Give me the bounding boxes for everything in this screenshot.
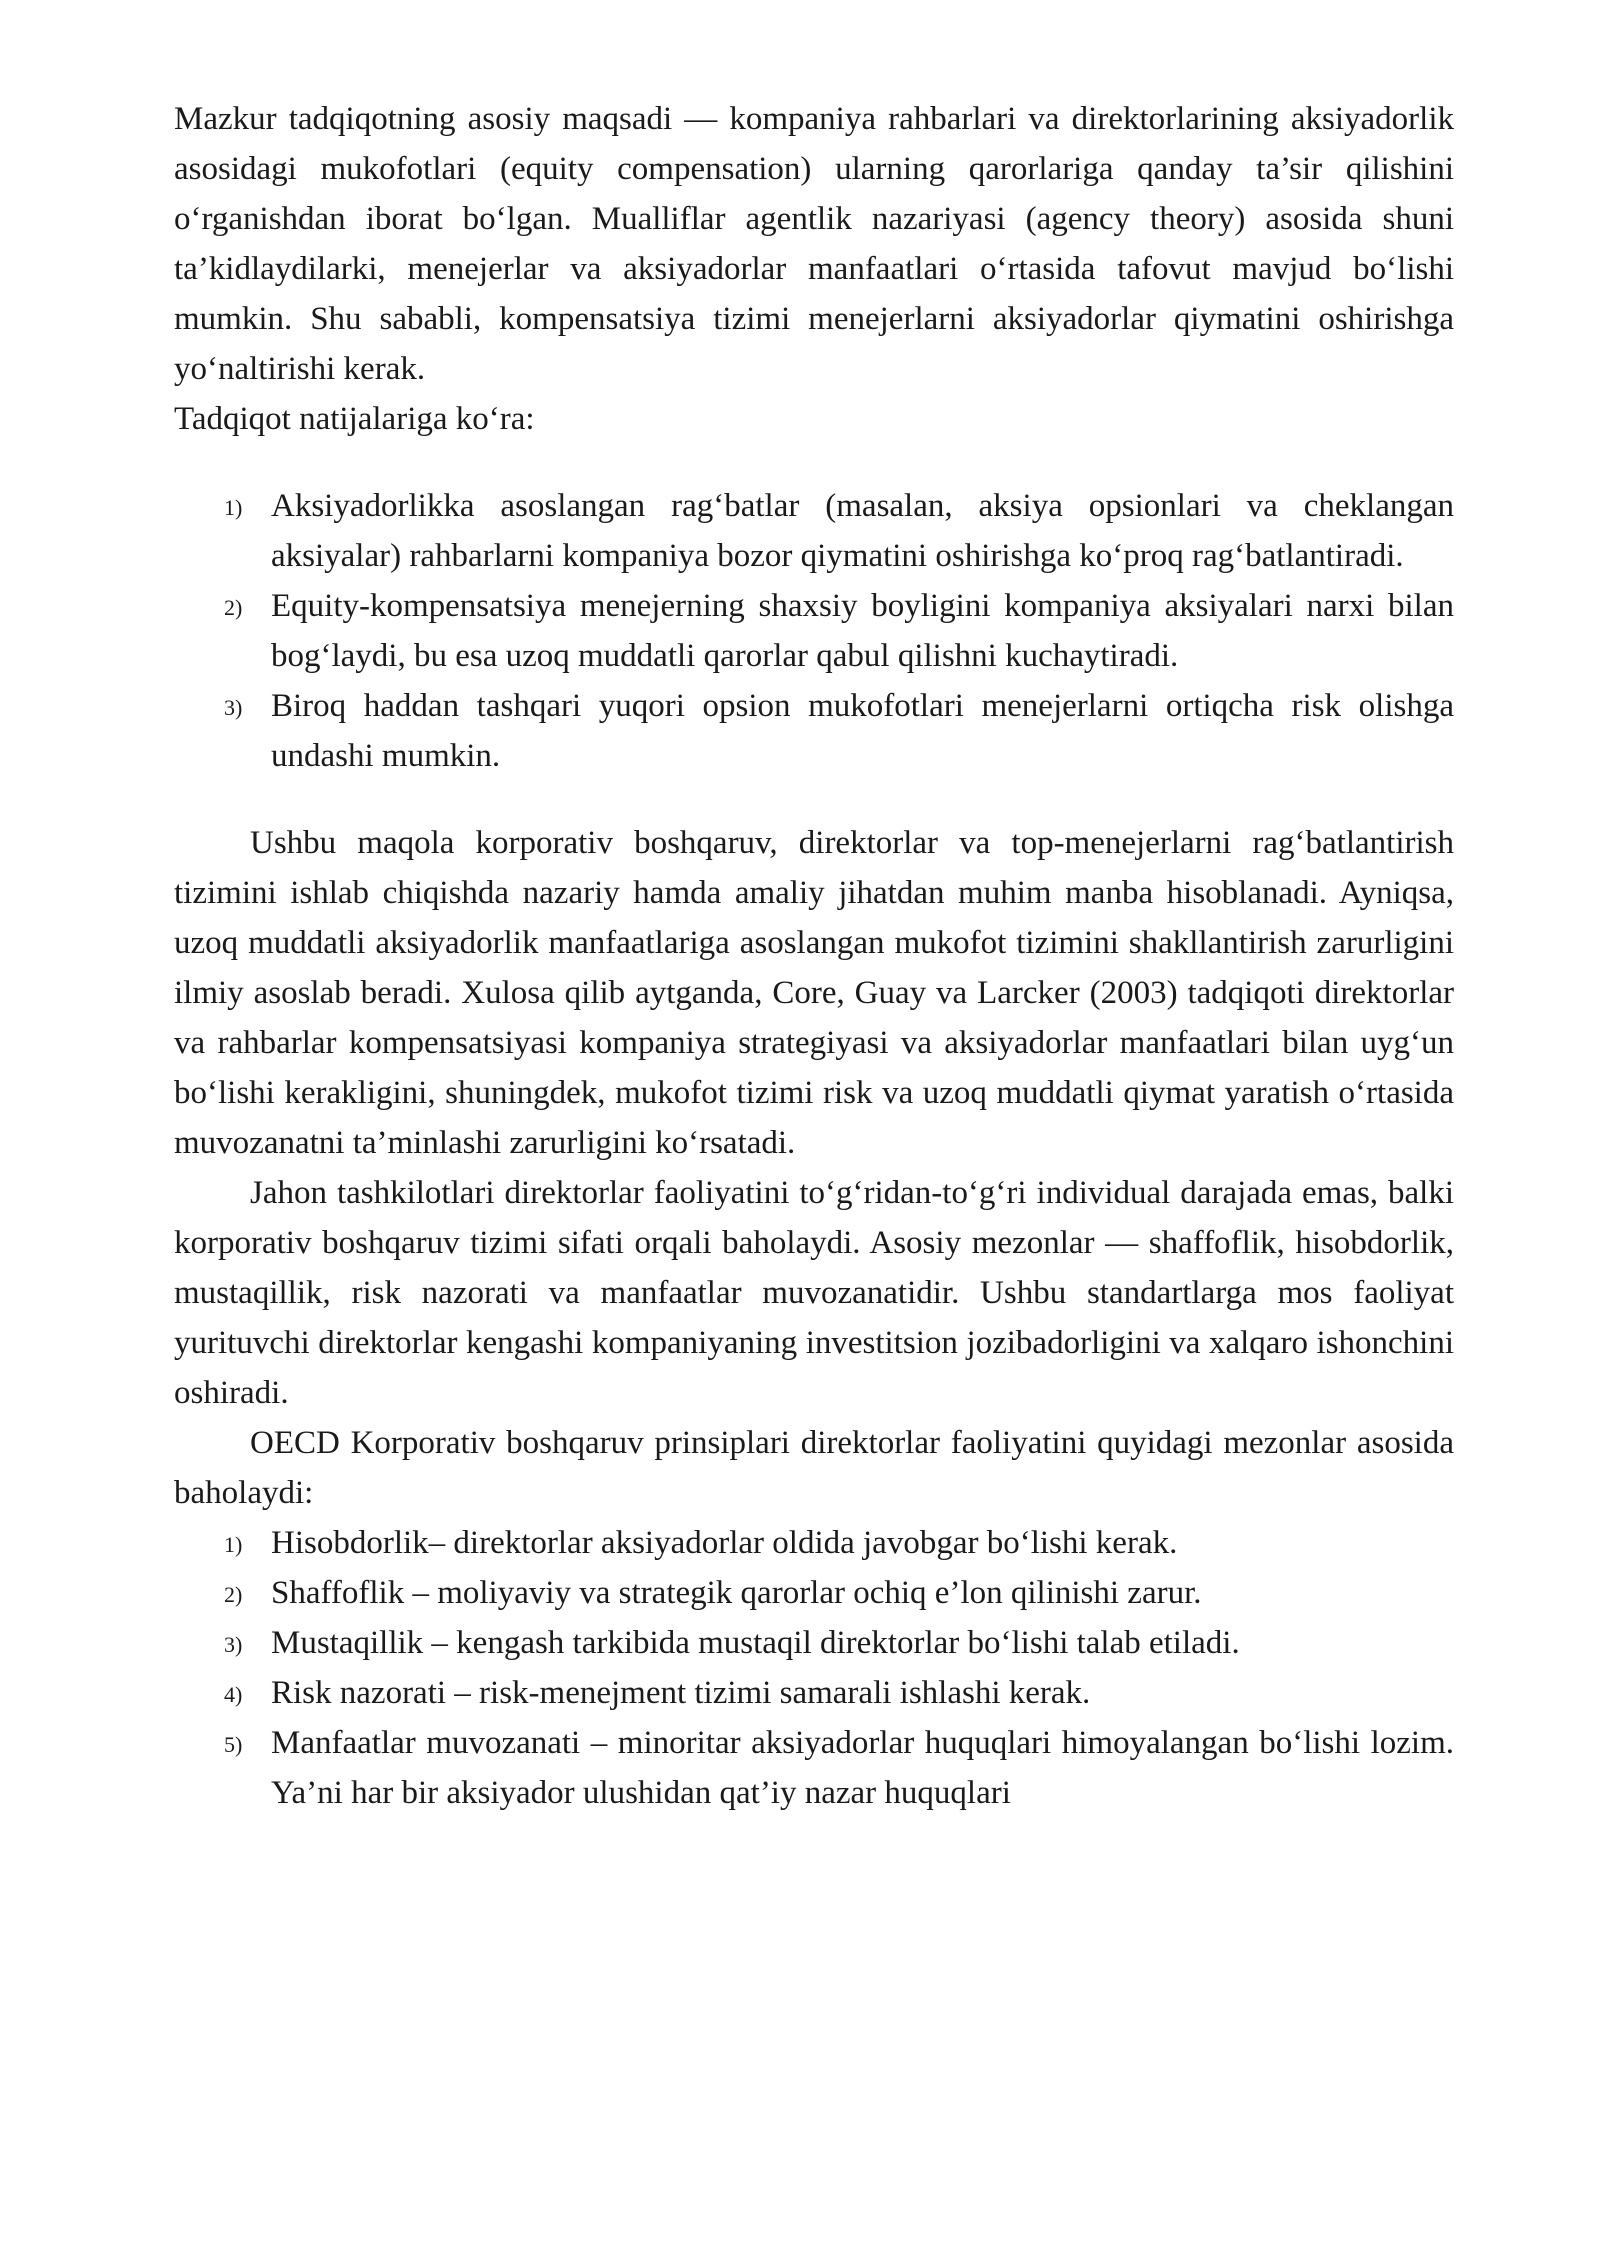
intro-paragraph: Mazkur tadqiqotning asosiy maqsadi — kompaniya rahbarlari va direktorlarining aksiyadorlik asosidagi mukofotlari (equity compensation) ularning qarorlariga qanday ta’sir qilishini o‘rganishdan iborat bo‘lgan. Mualliflar agentlik nazariyasi (agency theory) asosida shuni ta’kidlaydilarki, menejerlar va aksiyadorlar manfaatlari o‘rtasida tafovut mavjud bo‘lishi mumkin. Shu sababli, kompensatsiya tizimi menejerlarni aksiyadorlar qiymatini oshirishga yo‘naltirishi kerak.	[174, 101, 1454, 387]
body-paragraph: Ushbu maqola korporativ boshqaruv, direktorlar va top-menejerlarni rag‘batlantirish tizimini ishlab chiqishda nazariy hamda amaliy jihatdan muhim manba hisoblanadi. Ayniqsa, uzoq muddatli aksiyadorlik manfaatlariga asoslangan mukofot tizimini shakllantirish zarurligini ilmiy asoslab beradi. Xulosa qilib aytganda, Core, Guay va Larcker (2003) tadqiqoti direktorlar va rahbarlar kompensatsiyasi kompaniya strategiyasi va aksiyadorlar manfaatlari bilan uyg‘un bo‘lishi kerakligini, shuningdek, mukofot tizimi risk va uzoq muddatli qiymat yaratish o‘rtasida muvozanatni ta’minlashi zarurligini ko‘rsatadi.	[174, 825, 1454, 1161]
list-item-number: 3)	[224, 1632, 243, 1657]
list-item	[174, 681, 1454, 781]
list-item-number: 4)	[224, 1682, 243, 1707]
list-item-number: 1)	[224, 1532, 243, 1557]
list-item-number: 3)	[224, 695, 243, 720]
list-item-text: Aksiyadorlikka asoslangan rag‘batlar (masalan, aksiya opsionlari va cheklangan aksiyalar) rahbarlarni kompaniya bozor qiymatini oshirishga ko‘proq rag‘batlantiradi.	[271, 488, 1454, 574]
list-item-number: 1)	[224, 495, 243, 520]
list-item-text: Risk nazorati – risk-menejment tizimi samarali ishlashi kerak.	[271, 1675, 1091, 1711]
list-item	[174, 1668, 1454, 1718]
list-item-text: Manfaatlar muvozanati – minoritar aksiyadorlar huquqlari himoyalangan bo‘lishi lozim. Ya’ni har bir aksiyador ulushidan qat’iy nazar huquqlari	[271, 1725, 1454, 1811]
list-item	[174, 481, 1454, 581]
list-item-number: 5)	[224, 1732, 243, 1757]
list-item	[174, 1718, 1454, 1818]
list-item	[174, 1568, 1454, 1618]
criteria-list	[174, 1518, 1454, 1818]
body-paragraph: OECD Korporativ boshqaruv prinsiplari direktorlar faoliyatini quyidagi mezonlar asosida baholaydi:	[174, 1425, 1454, 1511]
list-item-number: 2)	[224, 595, 243, 620]
list-item-text: Equity-kompensatsiya menejerning shaxsiy boyligini kompaniya aksiyalari narxi bilan bog‘laydi, bu esa uzoq muddatli qarorlar qabul qilishni kuchaytiradi.	[271, 588, 1454, 674]
list-item-text: Biroq haddan tashqari yuqori opsion mukofotlari menejerlarni ortiqcha risk olishga undashi mumkin.	[271, 688, 1454, 774]
list-item-text: Shaffoflik – moliyaviy va strategik qarorlar ochiq e’lon qilinishi zarur.	[271, 1575, 1202, 1611]
body-paragraph: Jahon tashkilotlari direktorlar faoliyatini to‘g‘ridan-to‘g‘ri individual darajada emas, balki korporativ boshqaruv tizimi sifati orqali baholaydi. Asosiy mezonlar — shaffoflik, hisobdorlik, mustaqillik, risk nazorati va manfaatlar muvozanatidir. Ushbu standartlarga mos faoliyat yurituvchi direktorlar kengashi kompaniyaning investitsion jozibadorligini va xalqaro ishonchini oshiradi.	[174, 1175, 1454, 1411]
list-item	[174, 1618, 1454, 1668]
results-heading: Tadqiqot natijalariga ko‘ra:	[174, 401, 535, 437]
list-item	[174, 581, 1454, 681]
list-item-text: Mustaqillik – kengash tarkibida mustaqil direktorlar bo‘lishi talab etiladi.	[271, 1625, 1240, 1661]
findings-list	[174, 481, 1454, 781]
list-item	[174, 1518, 1454, 1568]
list-item-number: 2)	[224, 1582, 243, 1607]
list-item-text: Hisobdorlik– direktorlar aksiyadorlar oldida javobgar bo‘lishi kerak.	[271, 1525, 1178, 1561]
document-page	[174, 94, 1454, 1818]
